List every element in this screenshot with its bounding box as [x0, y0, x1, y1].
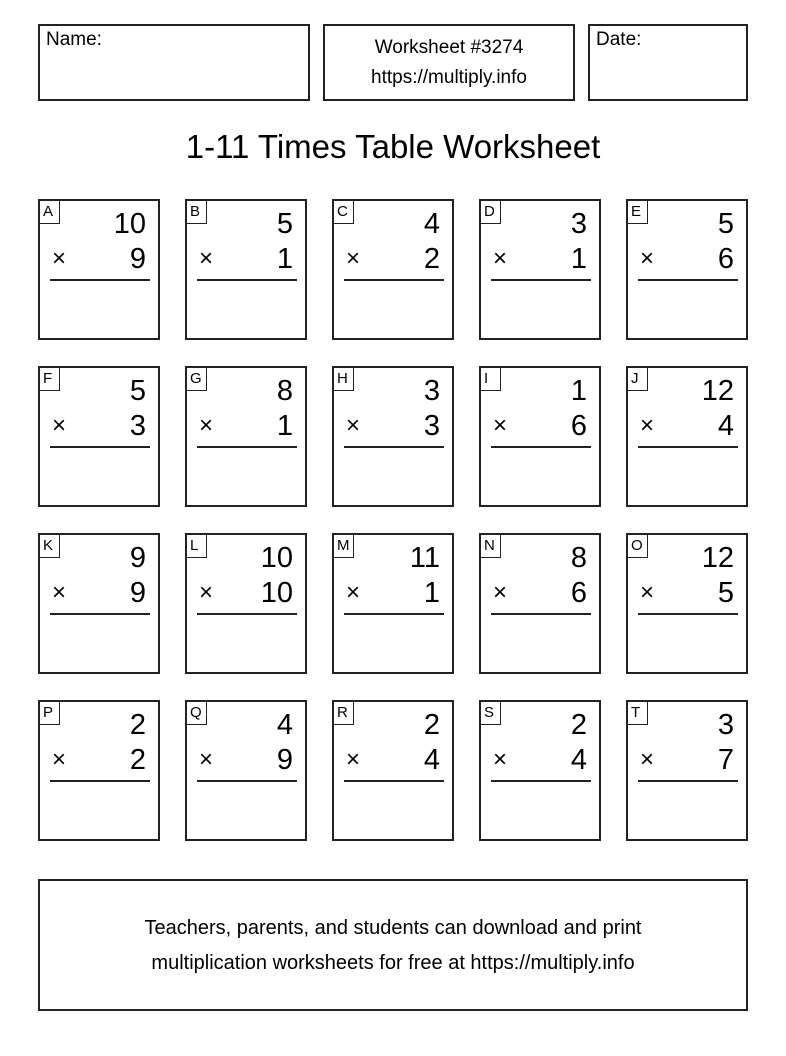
- multiplicand: 12: [701, 375, 734, 407]
- problem-card[interactable]: [332, 700, 454, 841]
- problem-letter: D: [481, 201, 501, 224]
- multiplier: 9: [129, 577, 146, 609]
- problem-card[interactable]: [626, 366, 748, 507]
- multiplier: 1: [570, 243, 587, 275]
- answer-line: [491, 613, 591, 615]
- answer-line: [638, 613, 738, 615]
- multiplicand: 11: [409, 542, 440, 574]
- worksheet-number: Worksheet #3274: [374, 37, 524, 58]
- problem-letter: J: [628, 368, 648, 391]
- multiplier: 1: [276, 243, 293, 275]
- problem-letter: R: [334, 702, 354, 725]
- problem-card[interactable]: [38, 366, 160, 507]
- name-label: Name:: [46, 29, 102, 50]
- multiplier: 9: [276, 744, 293, 776]
- answer-line: [197, 446, 297, 448]
- answer-line: [50, 279, 150, 281]
- multiplier: 6: [717, 243, 734, 275]
- problem-card[interactable]: [185, 700, 307, 841]
- multiplicand: 8: [276, 375, 293, 407]
- multiplicand: 4: [423, 208, 440, 240]
- answer-line: [344, 279, 444, 281]
- problem-letter: B: [187, 201, 207, 224]
- problem-letter: M: [334, 535, 354, 558]
- problem-letter: K: [40, 535, 60, 558]
- multiplicand: 10: [113, 208, 146, 240]
- times-sign: ×: [52, 245, 67, 272]
- problem-card[interactable]: [185, 199, 307, 340]
- answer-line: [50, 613, 150, 615]
- multiplicand: 12: [701, 542, 734, 574]
- multiplier: 2: [129, 744, 146, 776]
- times-sign: ×: [199, 245, 214, 272]
- multiplier: 9: [129, 243, 146, 275]
- problem-letter: A: [40, 201, 60, 224]
- times-sign: ×: [199, 579, 214, 606]
- multiplicand: 8: [570, 542, 587, 574]
- problem-card[interactable]: [332, 533, 454, 674]
- problem-grid: [38, 199, 750, 843]
- worksheet-url: https://multiply.info: [371, 67, 527, 88]
- problem-letter: C: [334, 201, 354, 224]
- answer-line: [491, 780, 591, 782]
- footer-text-line-2: multiplication worksheets for free at https://multiply.info: [151, 952, 635, 974]
- times-sign: ×: [346, 412, 361, 439]
- answer-line: [491, 279, 591, 281]
- problem-card[interactable]: [626, 700, 748, 841]
- times-sign: ×: [52, 412, 67, 439]
- problem-card[interactable]: [479, 700, 601, 841]
- times-sign: ×: [346, 579, 361, 606]
- page-title: 1-11 Times Table Worksheet: [185, 128, 601, 165]
- times-sign: ×: [640, 579, 655, 606]
- problem-letter: E: [628, 201, 648, 224]
- multiplicand: 5: [276, 208, 293, 240]
- answer-line: [50, 780, 150, 782]
- name-field-box[interactable]: [38, 24, 310, 101]
- problem-letter: G: [187, 368, 207, 391]
- answer-line: [344, 446, 444, 448]
- answer-line: [638, 446, 738, 448]
- problem-card[interactable]: [332, 199, 454, 340]
- problem-card[interactable]: [479, 199, 601, 340]
- problem-card[interactable]: [38, 199, 160, 340]
- problem-card[interactable]: [626, 199, 748, 340]
- multiplier: 2: [423, 243, 440, 275]
- answer-line: [197, 613, 297, 615]
- times-sign: ×: [52, 746, 67, 773]
- times-sign: ×: [493, 746, 508, 773]
- problem-card[interactable]: [185, 366, 307, 507]
- multiplicand: 2: [129, 709, 146, 741]
- date-field-box[interactable]: [588, 24, 748, 101]
- problem-card[interactable]: [38, 700, 160, 841]
- times-sign: ×: [346, 746, 361, 773]
- multiplier: 6: [570, 577, 587, 609]
- multiplier: 3: [423, 410, 440, 442]
- multiplicand: 5: [717, 208, 734, 240]
- multiplier: 6: [570, 410, 587, 442]
- problem-card[interactable]: [332, 366, 454, 507]
- answer-line: [50, 446, 150, 448]
- footer-text-line-1: Teachers, parents, and students can download and print: [144, 917, 642, 939]
- problem-letter: F: [40, 368, 60, 391]
- problem-letter: Q: [187, 702, 207, 725]
- times-sign: ×: [199, 412, 214, 439]
- multiplicand: 2: [423, 709, 440, 741]
- problem-letter: I: [481, 368, 501, 391]
- answer-line: [491, 446, 591, 448]
- multiplicand: 3: [423, 375, 440, 407]
- problem-card[interactable]: [626, 533, 748, 674]
- multiplier: 10: [260, 577, 293, 609]
- problem-card[interactable]: [185, 533, 307, 674]
- answer-line: [638, 780, 738, 782]
- multiplicand: 4: [276, 709, 293, 741]
- problem-card[interactable]: [38, 533, 160, 674]
- problem-card[interactable]: [479, 533, 601, 674]
- problem-card[interactable]: [479, 366, 601, 507]
- multiplicand: 10: [260, 542, 293, 574]
- answer-line: [638, 279, 738, 281]
- multiplier: 7: [717, 744, 734, 776]
- problem-letter: S: [481, 702, 501, 725]
- times-sign: ×: [199, 746, 214, 773]
- multiplier: 3: [129, 410, 146, 442]
- multiplicand: 5: [129, 375, 146, 407]
- times-sign: ×: [640, 412, 655, 439]
- problem-letter: L: [187, 535, 207, 558]
- worksheet-info-box: [323, 24, 575, 101]
- problem-letter: H: [334, 368, 354, 391]
- footer-box: [38, 879, 748, 1011]
- answer-line: [197, 780, 297, 782]
- multiplier: 4: [570, 744, 587, 776]
- times-sign: ×: [346, 245, 361, 272]
- multiplier: 4: [423, 744, 440, 776]
- multiplier: 4: [717, 410, 734, 442]
- times-sign: ×: [493, 412, 508, 439]
- problem-letter: P: [40, 702, 60, 725]
- multiplicand: 3: [570, 208, 587, 240]
- times-sign: ×: [493, 245, 508, 272]
- answer-line: [344, 613, 444, 615]
- answer-line: [344, 780, 444, 782]
- times-sign: ×: [640, 245, 655, 272]
- times-sign: ×: [493, 579, 508, 606]
- problem-letter: N: [481, 535, 501, 558]
- multiplicand: 2: [570, 709, 587, 741]
- problem-letter: T: [628, 702, 648, 725]
- multiplicand: 1: [570, 375, 587, 407]
- multiplier: 1: [423, 577, 440, 609]
- times-sign: ×: [52, 579, 67, 606]
- multiplicand: 3: [717, 709, 734, 741]
- problem-letter: O: [628, 535, 648, 558]
- answer-line: [197, 279, 297, 281]
- date-label: Date:: [596, 29, 642, 50]
- multiplier: 5: [717, 577, 734, 609]
- multiplicand: 9: [129, 542, 146, 574]
- times-sign: ×: [640, 746, 655, 773]
- multiplier: 1: [276, 410, 293, 442]
